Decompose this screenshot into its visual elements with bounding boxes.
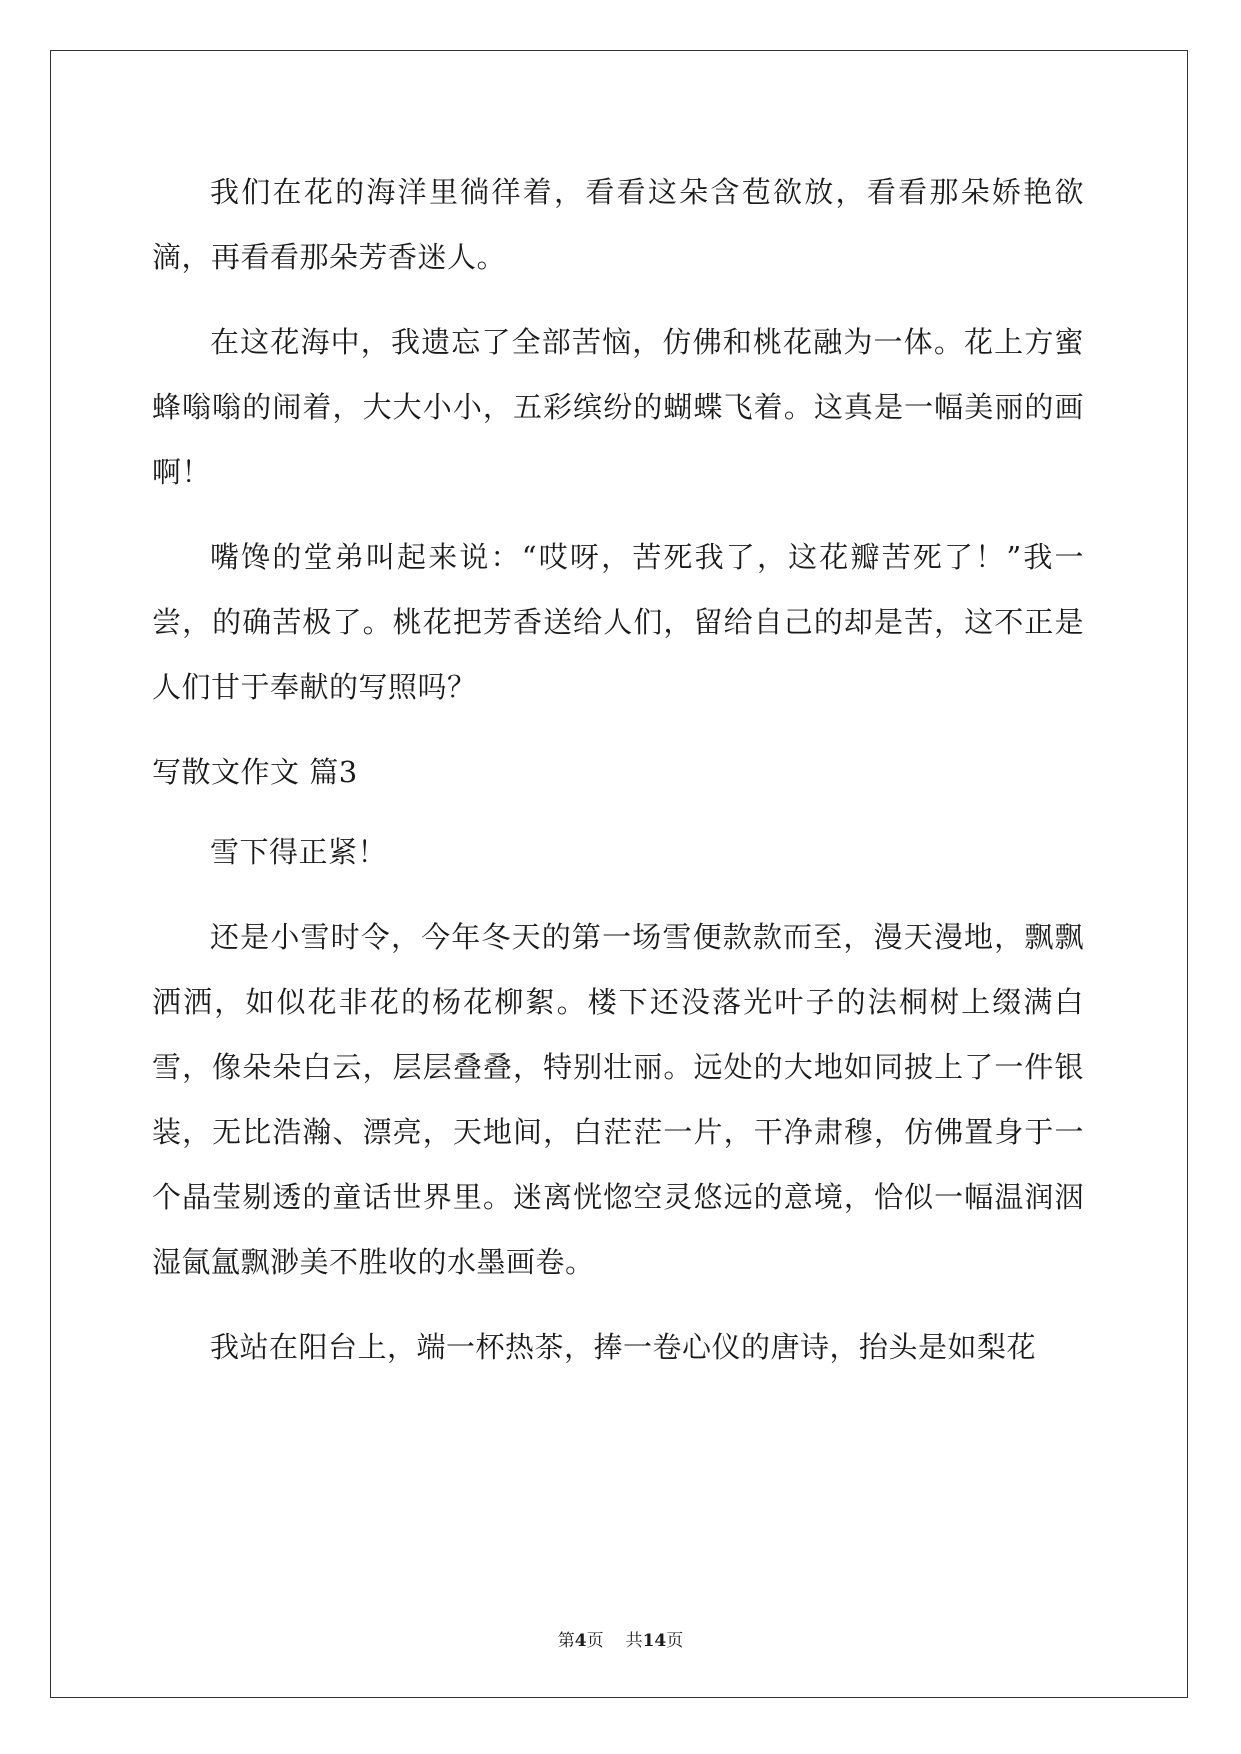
total-suffix: 页 [666,1631,684,1651]
section-heading: 写散文作文 篇3 [152,755,358,789]
paragraph-5: 还是小雪时令，今年冬天的第一场雪便款款而至，漫天漫地，飘飘洒洒，如似花非花的杨花柳絮。楼下还没落光叶子的法桐树上缀满白雪，像朵朵白云，层层叠叠，特别壮丽。远处的大地如同披上了一件银装，无比浩瀚、漂亮，天地间，白茫茫一片，干净肃穆，仿佛置身于一个晶莹剔透的童话世界里。迷离恍惚空灵悠远的意境，恰似一幅温润洇湿氤氲飘渺美不胜收的水墨画卷。 [152,920,1084,1279]
page-total: 14 [642,1631,667,1651]
paragraph-4: 雪下得正紧！ [210,835,388,869]
page-prefix: 第 [557,1631,575,1651]
page-footer [0,1626,1241,1651]
total-prefix: 共 [625,1631,643,1651]
paragraph-1: 我们在花的海洋里徜徉着，看看这朵含苞欲放，看看那朵娇艳欲滴，再看看那朵芳香迷人。 [152,175,1084,274]
page-suffix: 页 [586,1631,604,1651]
document-body [152,160,1084,1400]
paragraph-6: 我站在阳台上，端一杯热茶，捧一卷心仪的唐诗，抬头是如梨花 [210,1330,1037,1364]
paragraph-2: 在这花海中，我遗忘了全部苦恼，仿佛和桃花融为一体。花上方蜜蜂嗡嗡的闹着，大大小小，五彩缤纷的蝴蝶飞着。这真是一幅美丽的画啊！ [152,325,1084,489]
paragraph-3: 嘴馋的堂弟叫起来说：“哎呀，苦死我了，这花瓣苦死了！”我一尝，的确苦极了。桃花把芳香送给人们，留给自己的却是苦，这不正是人们甘于奉献的写照吗？ [152,540,1084,704]
page-current: 4 [574,1631,587,1651]
